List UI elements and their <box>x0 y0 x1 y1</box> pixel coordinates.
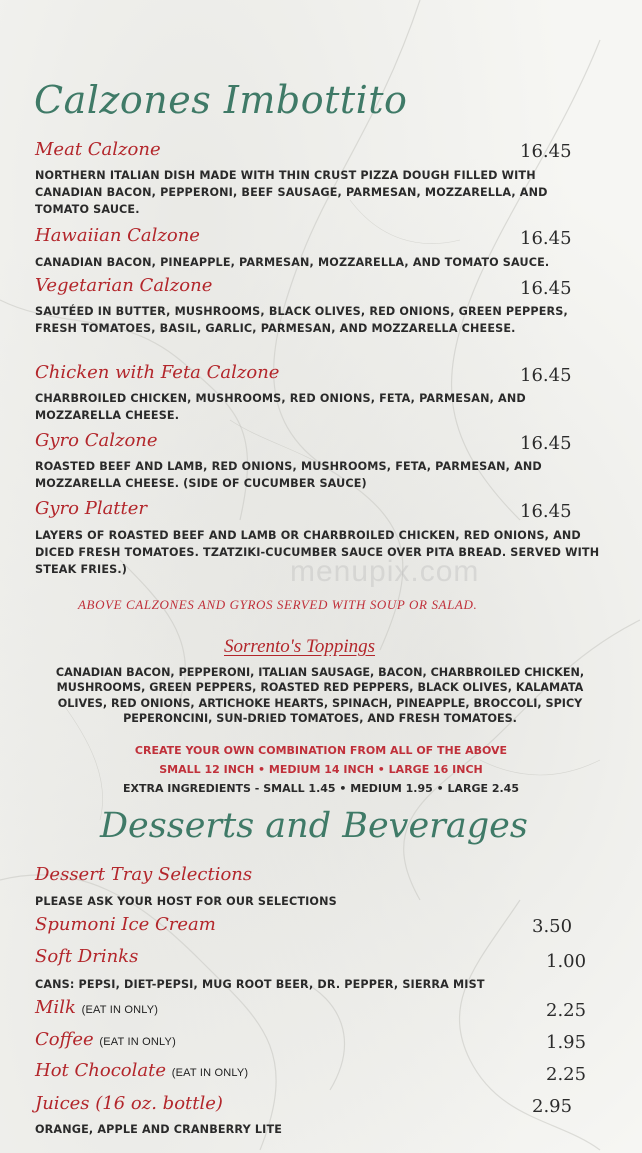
menu-item-price: 16.45 <box>520 228 572 249</box>
menu-item-description: CANADIAN BACON, PINEAPPLE, PARMESAN, MOZZARELLA, AND TOMATO SAUCE. <box>35 256 550 269</box>
menu-item-description: ORANGE, APPLE AND CRANBERRY LITE <box>35 1123 283 1136</box>
menu-item-price: 2.25 <box>546 1000 587 1021</box>
menu-item-name: Gyro Platter <box>35 498 148 519</box>
eat-in-note: (EAT IN ONLY) <box>81 1004 159 1016</box>
menu-item-name: Vegetarian Calzone <box>35 275 213 296</box>
menu-item-price: 16.45 <box>520 278 572 299</box>
menu-item-name: Spumoni Ice Cream <box>35 914 216 935</box>
toppings-extra-line: EXTRA INGREDIENTS - SMALL 1.45 • MEDIUM 1.95 • LARGE 2.45 <box>122 782 519 795</box>
menu-item-price: 3.50 <box>532 916 573 937</box>
menu-item-price: 2.95 <box>532 1096 573 1117</box>
menu-item-description: SAUTÉED IN BUTTER, MUSHROOMS, BLACK OLIVES, RED ONIONS, GREEN PEPPERS, FRESH TOMATOES, BASIL, GARLIC, PARMESAN, AND MOZZARELLA CHEESE. <box>35 305 568 335</box>
menu-item-description: CANS: PEPSI, DIET-PEPSI, MUG ROOT BEER, DR. PEPPER, SIERRA MIST <box>35 978 485 991</box>
menu-item-price: 16.45 <box>520 501 572 522</box>
menu-item-label: Milk <box>35 997 76 1018</box>
watermark: menupix.com <box>290 555 480 588</box>
menu-item-description: ROASTED BEEF AND LAMB, RED ONIONS, MUSHROOMS, FETA, PARMESAN, AND MOZZARELLA CHEESE. (SIDE OF CUCUMBER SAUCE) <box>35 460 542 490</box>
menu-item-name: Dessert Tray Selections <box>35 864 253 885</box>
eat-in-note: (EAT IN ONLY) <box>99 1036 176 1048</box>
menu-item-name: Juices (16 oz. bottle) <box>35 1093 223 1114</box>
menu-item-name: Soft Drinks <box>35 946 139 967</box>
menu-item-description: PLEASE ASK YOUR HOST FOR OUR SELECTIONS <box>35 895 337 908</box>
desserts-title: Desserts and Beverages <box>100 806 528 846</box>
menu-item-name <box>35 1060 248 1081</box>
menu-item-name: Chicken with Feta Calzone <box>35 362 280 383</box>
menu-item-price: 16.45 <box>520 141 572 162</box>
toppings-create-line: CREATE YOUR OWN COMBINATION FROM ALL OF THE ABOVE <box>134 744 508 757</box>
eat-in-note: (EAT IN ONLY) <box>171 1067 249 1079</box>
calzones-title: Calzones Imbottito <box>34 78 408 122</box>
menu-item-description: CHARBROILED CHICKEN, MUSHROOMS, RED ONIONS, FETA, PARMESAN, AND MOZZARELLA CHEESE. <box>35 392 526 422</box>
toppings-sizes-line: SMALL 12 INCH • MEDIUM 14 INCH • LARGE 16 INCH <box>159 763 483 776</box>
menu-item-name: Meat Calzone <box>35 139 161 160</box>
menu-item-price: 1.00 <box>546 951 587 972</box>
menu-item-description: NORTHERN ITALIAN DISH MADE WITH THIN CRUST PIZZA DOUGH FILLED WITH CANADIAN BACON, PEPPERONI, BEEF SAUSAGE, PARMESAN, MOZZARELLA, AND TOMATO SAUCE. <box>35 169 548 216</box>
calzones-note: ABOVE CALZONES AND GYROS SERVED WITH SOUP OR SALAD. <box>78 597 478 612</box>
toppings-title: Sorrento's Toppings <box>224 636 375 657</box>
menu-item-name: Hawaiian Calzone <box>35 225 200 246</box>
menu-item-label: Coffee <box>35 1029 94 1050</box>
menu-item-price: 16.45 <box>520 365 572 386</box>
menu-item-description: LAYERS OF ROASTED BEEF AND LAMB OR CHARBROILED CHICKEN, RED ONIONS, AND DICED FRESH TOMATOES. TZATZIKI-CUCUMBER SAUCE OVER PITA BREAD. SERVED WITH STEAK FRIES.) <box>35 529 600 576</box>
toppings-list: CANADIAN BACON, PEPPERONI, ITALIAN SAUSAGE, BACON, CHARBROILED CHICKEN, MUSHROOMS, GREEN PEPPERS, ROASTED RED PEPPERS, BLACK OLIVES, KALAMATA OLIVES, RED ONIONS, ARTICHOKE HEARTS, SPINACH, PINEAPPLE, BROCCOLI, SPICY PEPERONCINI, SUN-DRIED TOMATOES, AND FRESH TOMATOES. <box>55 666 585 725</box>
menu-item-price: 2.25 <box>546 1064 587 1085</box>
menu-item-name: Gyro Calzone <box>35 430 158 451</box>
menu-item-name <box>35 997 158 1018</box>
menu-item-price: 16.45 <box>520 433 572 454</box>
menu-item-label: Hot Chocolate <box>35 1060 166 1081</box>
menu-item-price: 1.95 <box>546 1032 587 1053</box>
menu-item-name <box>35 1029 176 1050</box>
